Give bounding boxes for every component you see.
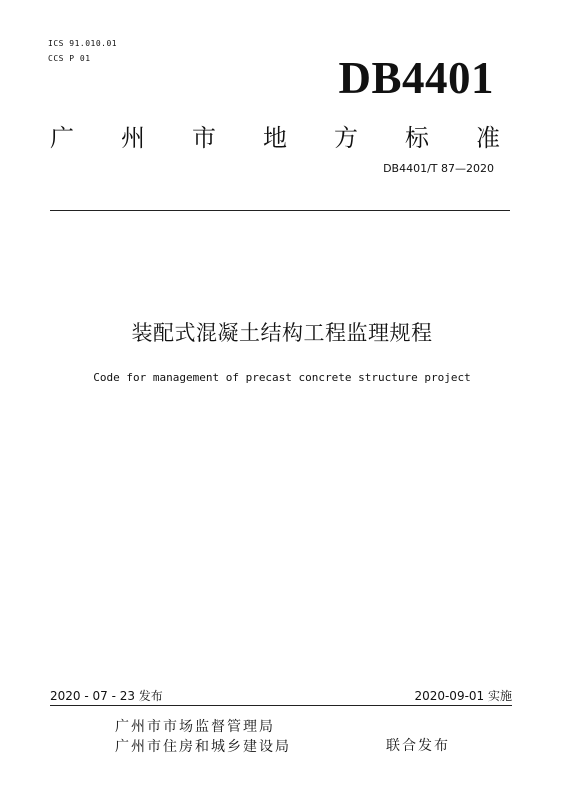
ccs-code: CCS P 01 [48,54,91,63]
document-title: 装配式混凝土结构工程监理规程 [131,321,433,345]
top-divider [50,210,510,211]
joint-issue-label: 联合发布 [386,738,450,754]
db-code: DB4401 [338,53,494,103]
issuer-name: 广州市住房和城乡建设局 [115,739,291,755]
effective-date: 2020-09-01 实施 [414,689,512,703]
standard-type-char: 市 [192,124,216,152]
standard-number: DB4401/T 87—2020 [383,162,494,175]
standard-type-char: 地 [263,124,287,152]
standard-type-char: 准 [476,124,500,152]
standard-type-char: 方 [334,124,358,152]
ics-code: ICS 91.010.01 [48,39,118,48]
standard-type-char: 州 [121,124,145,152]
standard-type-char: 标 [405,124,429,152]
standard-type-heading [50,118,500,153]
bottom-divider [50,705,512,706]
document-title-english: Code for management of precast concrete structure project [93,371,471,384]
issuer-name: 广州市市场监督管理局 [115,719,275,735]
issuing-authorities [115,717,291,757]
standard-type-char: 广 [50,124,74,152]
publish-date: 2020 - 07 - 23 发布 [50,689,163,703]
